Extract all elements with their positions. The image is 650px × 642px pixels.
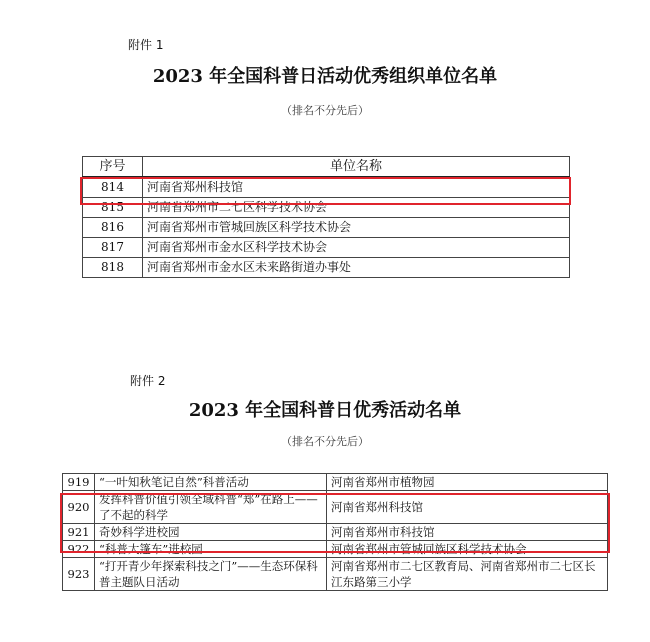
row-unit: 河南省郑州市金水区未来路街道办事处	[143, 258, 570, 278]
row-seq: 817	[83, 238, 143, 258]
row-seq: 818	[83, 258, 143, 278]
table-row	[63, 474, 608, 491]
row-seq: 816	[83, 218, 143, 238]
row-seq: 814	[83, 177, 143, 198]
row-activity: “一叶知秋笔记自然”科普活动	[95, 474, 327, 491]
row-seq: 922	[63, 541, 95, 558]
attachment-2-subtitle: （排名不分先后）	[281, 435, 369, 448]
row-unit: 河南省郑州市金水区科学技术协会	[143, 238, 570, 258]
attachment-1-title: 2023 年全国科普日活动优秀组织单位名单	[152, 66, 498, 87]
row-unit: 河南省郑州科技馆	[327, 491, 608, 524]
row-activity: “科普大篷车”进校园	[95, 541, 327, 558]
attachment-2-label: 附件 2	[130, 374, 166, 388]
row-unit: 河南省郑州市科技馆	[327, 524, 608, 541]
organization-table	[82, 156, 570, 278]
highlight-box-814	[80, 177, 571, 205]
header-seq: 序号	[83, 157, 143, 178]
table-row	[83, 258, 570, 278]
table-row	[83, 218, 570, 238]
table-row	[63, 558, 608, 591]
highlight-box-920-921	[60, 493, 610, 553]
row-unit: 河南省郑州市管城回族区科学技术协会	[327, 541, 608, 558]
row-seq: 921	[63, 524, 95, 541]
attachment-2-title: 2023 年全国科普日优秀活动名单	[188, 400, 462, 421]
table-header-row	[83, 157, 570, 178]
row-unit: 河南省郑州科技馆	[143, 177, 570, 198]
row-unit: 河南省郑州市管城回族区科学技术协会	[143, 218, 570, 238]
row-seq: 923	[63, 558, 95, 591]
row-unit: 河南省郑州市二七区科学技术协会	[143, 198, 570, 218]
row-seq: 920	[63, 491, 95, 524]
row-activity: 奇妙科学进校园	[95, 524, 327, 541]
row-seq: 815	[83, 198, 143, 218]
row-seq: 919	[63, 474, 95, 491]
header-unit-name: 单位名称	[143, 157, 570, 178]
row-activity: “打开青少年探索科技之门”——生态环保科普主题队日活动	[95, 558, 327, 591]
table-row	[83, 238, 570, 258]
row-unit: 河南省郑州市植物园	[327, 474, 608, 491]
attachment-1-subtitle: （排名不分先后）	[281, 104, 369, 117]
row-unit: 河南省郑州市二七区教育局、河南省郑州市二七区长江东路第三小学	[327, 558, 608, 591]
attachment-1-label: 附件 1	[128, 38, 164, 52]
row-activity: 发挥科普价值引领全域科普“郑”在路上——了不起的科学	[95, 491, 327, 524]
